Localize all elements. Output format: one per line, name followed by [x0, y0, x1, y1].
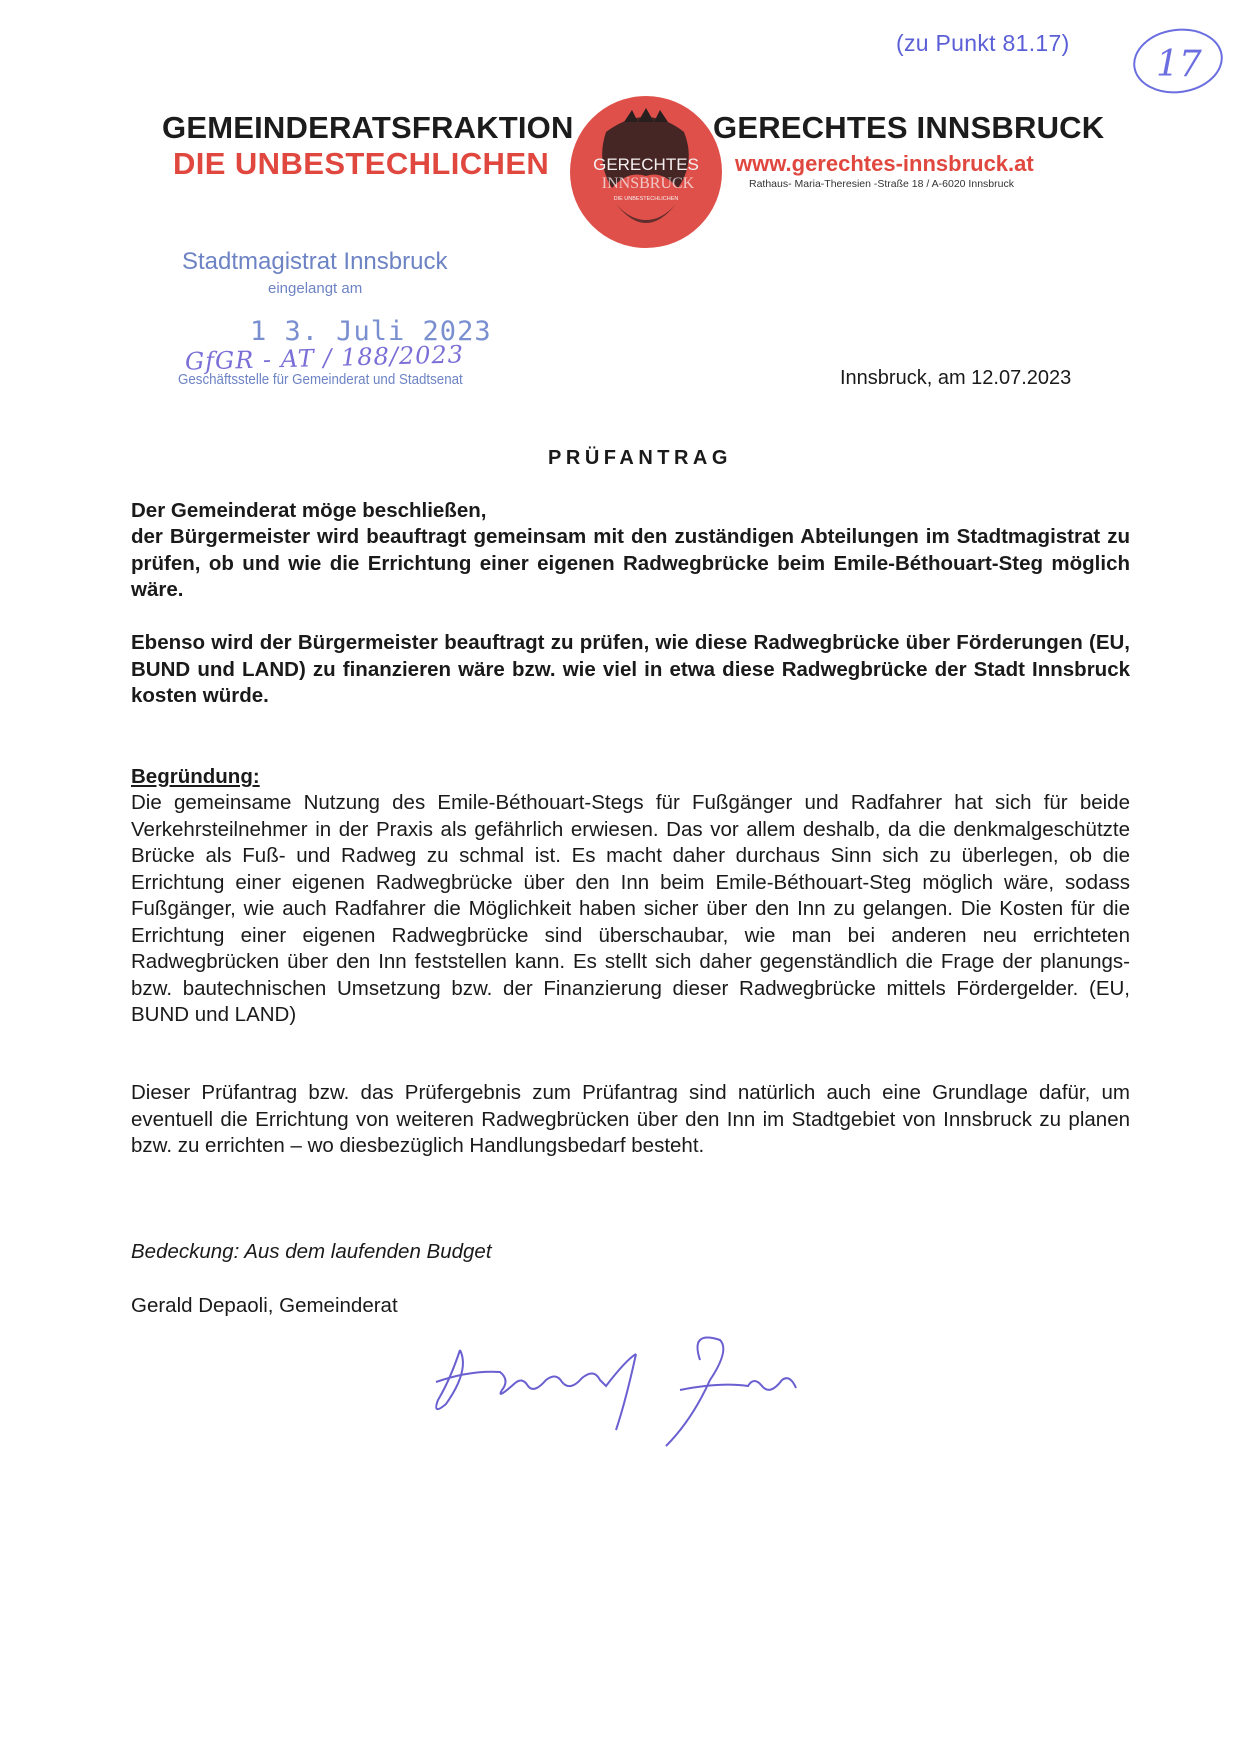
stamp-received-label: eingelangt am [268, 280, 363, 297]
motion-intro: Der Gemeinderat möge beschließen, [131, 499, 487, 522]
handwritten-page-number [1130, 26, 1226, 96]
party-name: GERECHTES INNSBRUCK [713, 110, 1105, 145]
logo-text-unbestechlichen: DIE UNBESTECHLICHEN [613, 196, 679, 202]
stamp-department: Geschäftsstelle für Gemeinderat und Stadtsenat [178, 372, 463, 388]
handwritten-signature [430, 1320, 850, 1450]
page-number-text: 17 [1156, 44, 1202, 85]
funding-motion-text: Ebenso wird der Bürgermeister beauftragt zu prüfen, wie diese Radwegbrücke über Förderungen (EU, BUND und LAND) zu finanzieren wäre bzw. wie viel in etwa diese Radwegbrücke der Stadt Innsbruck kosten würde. [131, 631, 1130, 707]
place-and-date: Innsbruck, am 12.07.2023 [840, 367, 1072, 389]
reasoning-heading: Begründung: [131, 765, 260, 788]
logo-text-gerechtes: GERECHTES [593, 155, 699, 174]
signer-name: Gerald Depaoli, Gemeinderat [131, 1294, 398, 1317]
faction-subtitle: DIE UNBESTECHLICHEN [173, 146, 550, 181]
budget-coverage: Bedeckung: Aus dem laufenden Budget [131, 1240, 492, 1263]
stamp-reference: GfGR - AT / 188/2023 [184, 340, 465, 376]
faction-title: GEMEINDERATSFRAKTION [162, 110, 574, 145]
document-title: PRÜFANTRAG [548, 447, 732, 469]
stamp-office: Stadtmagistrat Innsbruck [182, 248, 448, 275]
motion-text: der Bürgermeister wird beauftragt gemeinsam mit den zuständigen Abteilungen im Stadtmagistrat zu prüfen, ob und wie die Errichtung einer eigenen Radwegbrücke beim Emile-Béthouart-Steg möglich wäre. [131, 525, 1130, 601]
agenda-reference-note: (zu Punkt 81.17) [896, 30, 1070, 56]
stamp-date: 1 3. Juli 2023 [250, 316, 492, 347]
party-website[interactable]: www.gerechtes-innsbruck.at [735, 151, 1034, 176]
party-address: Rathaus- Maria-Theresien -Straße 18 / A-6020 Innsbruck [749, 178, 1014, 190]
closing-paragraph: Dieser Prüfantrag bzw. das Prüfergebnis zum Prüfantrag sind natürlich auch eine Grundlage dafür, um eventuell die Errichtung von weiteren Radwegbrücken über den Inn im Stadtgebiet von Innsbruck zu planen bzw. zu errichten – wo diesbezüglich Handlungsbedarf besteht. [131, 1081, 1130, 1157]
logo-text-innsbruck: INNSBRUCK [601, 175, 695, 192]
reasoning-text: Die gemeinsame Nutzung des Emile-Béthouart-Stegs für Fußgänger und Radfahrer hat sich für beide Verkehrsteilnehmer in der Praxis als gefährlich erwiesen. Das vor allem deshalb, da die denkmalgeschützte Brücke als Fuß- und Radweg zu schmal ist. Es macht daher durchaus Sinn sich zu überlegen, ob die Errichtung einer eigenen Radwegbrücke über den Inn beim Emile-Béthouart-Steg möglich wäre, sodass Fußgänger, wie auch Radfahrer die Möglichkeit haben sicher über den Inn zu gelangen. Die Kosten für die Errichtung einer eigenen Radwegbrücke sind überschaubar, wie man bei anderen neu errichteten Radwegbrücken über den Inn feststellen kann. Es stellt sich daher gegenständlich die Frage der planungs- bzw. bautechnischen Umsetzung bzw. der Finanzierung dieser Radwegbrücke mittels Fördergelder. (EU, BUND und LAND) [131, 791, 1130, 1026]
party-logo [566, 92, 726, 252]
